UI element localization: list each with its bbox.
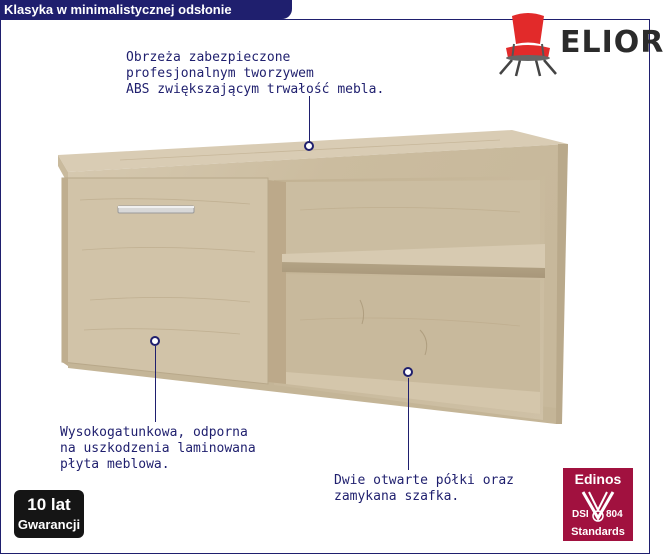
certification-badge [563, 468, 633, 541]
brand-logo-text: ELIOR [560, 25, 664, 60]
callout-right-marker [403, 367, 413, 377]
callout-right-text: Dwie otwarte półki oraz zamykana szafka. [334, 473, 515, 504]
callout-top-leader [309, 96, 310, 143]
callout-right-leader [408, 378, 409, 470]
warranty-years: 10 lat [27, 495, 71, 514]
callout-top-marker [304, 141, 314, 151]
certification-code-left: DSI [572, 509, 589, 520]
callout-left-leader [155, 346, 156, 422]
callout-left-marker [150, 336, 160, 346]
warranty-label: Gwarancji [17, 517, 81, 532]
certification-emblem-icon [563, 488, 633, 528]
callout-top-text: Obrzeża zabezpieczone profesjonalnym tworzywem ABS zwiększającym trwałość mebla. [126, 50, 385, 97]
certification-code-right: 804 [606, 509, 623, 520]
header-title: Klasyka w minimalistycznej odsłonie [0, 0, 292, 19]
certification-standards: Standards [571, 526, 625, 538]
callout-left-text: Wysokogatunkowa, odporna na uszkodzenia laminowana płyta meblowa. [60, 425, 256, 472]
certification-name: Edinos [574, 471, 622, 487]
warranty-badge [14, 490, 84, 538]
